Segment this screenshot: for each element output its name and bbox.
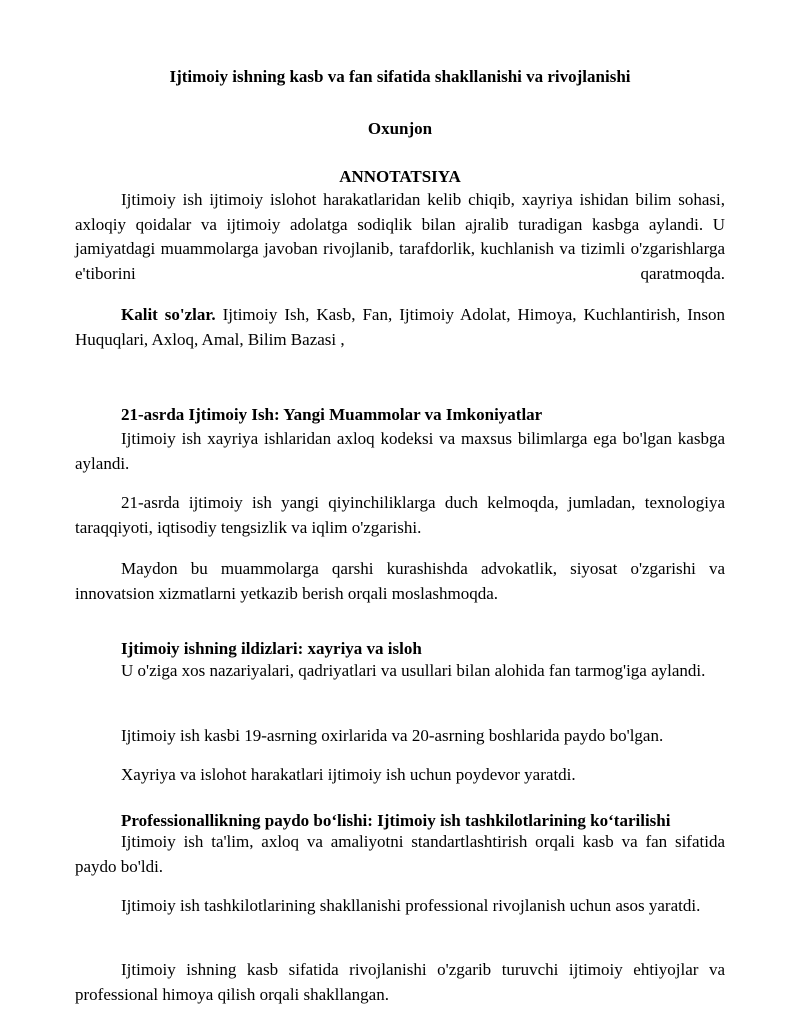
section-paragraph: Ijtimoiy ish xayriya ishlaridan axloq kodeksi va maxsus bilimlarga ega bo'lgan kasbga aylandi. [75, 429, 725, 473]
annotation-heading: ANNOTATSIYA [339, 167, 461, 186]
annotation-paragraph: Ijtimoiy ish ijtimoiy islohot harakatlaridan kelib chiqib, xayriya ishidan bilim sohasi, axloqiy qoidalar va ijtimoiy adolatga sodiqlik bilan ajralib turadigan kasbga aylandi. U jamiyatdagi muammolarga javoban rivojlanib, tarafdorlik, kuchlanish va tizimli o'zgarishlarga e'tiborini qaratmoqda. [75, 190, 725, 283]
keywords-label: Kalit so'zlar. [121, 305, 216, 324]
document-title: Ijtimoiy ishning kasb va fan sifatida shakllanishi va rivojlanishi [169, 67, 631, 86]
section-paragraph: Ijtimoiy ish tashkilotlarining shakllanishi professional rivojlanish uchun asos yaratdi. [121, 896, 701, 915]
section-heading: Professionallikning paydo bo‘lishi: Ijtimoiy ish tashkilotlarining ko‘tarilishi [121, 811, 671, 830]
keywords-text: Ijtimoiy Ish, Kasb, Fan, Ijtimoiy Adolat, Himoya, Kuchlantirish, Inson Huquqlari, Axloq, Amal, Bilim Bazasi , [75, 305, 725, 349]
section-paragraph: Ijtimoiy ishning kasb sifatida rivojlanishi o'zgarib turuvchi ijtimoiy ehtiyojlar va professional himoya qilish orqali shakllangan. [75, 960, 725, 1004]
author-name: Oxunjon [367, 119, 433, 138]
section-paragraph: Xayriya va islohot harakatlari ijtimoiy ish uchun poydevor yaratdi. [121, 765, 576, 784]
section-paragraph: Maydon bu muammolarga qarshi kurashishda advokatlik, siyosat o'zgarishi va innovatsion xizmatlarni yetkazib berish orqali moslashmoqda. [75, 559, 725, 603]
section-heading: 21-asrda Ijtimoiy Ish: Yangi Muammolar va Imkoniyatlar [121, 405, 543, 424]
section-heading: Ijtimoiy ishning ildizlari: xayriya va isloh [121, 639, 422, 658]
keywords-paragraph [75, 303, 725, 352]
section-paragraph: Ijtimoiy ish ta'lim, axloq va amaliyotni standartlashtirish orqali kasb va fan sifatida paydo bo'ldi. [75, 832, 725, 876]
section-paragraph: U o'ziga xos nazariyalari, qadriyatlari va usullari bilan alohida fan tarmog'iga aylandi. [121, 661, 706, 680]
section-paragraph: 21-asrda ijtimoiy ish yangi qiyinchiliklarga duch kelmoqda, jumladan, texnologiya taraqqiyoti, iqtisodiy tengsizlik va iqlim o'zgarishi. [75, 493, 725, 537]
section-paragraph: Ijtimoiy ish kasbi 19-asrning oxirlarida va 20-asrning boshlarida paydo bo'lgan. [121, 726, 664, 745]
